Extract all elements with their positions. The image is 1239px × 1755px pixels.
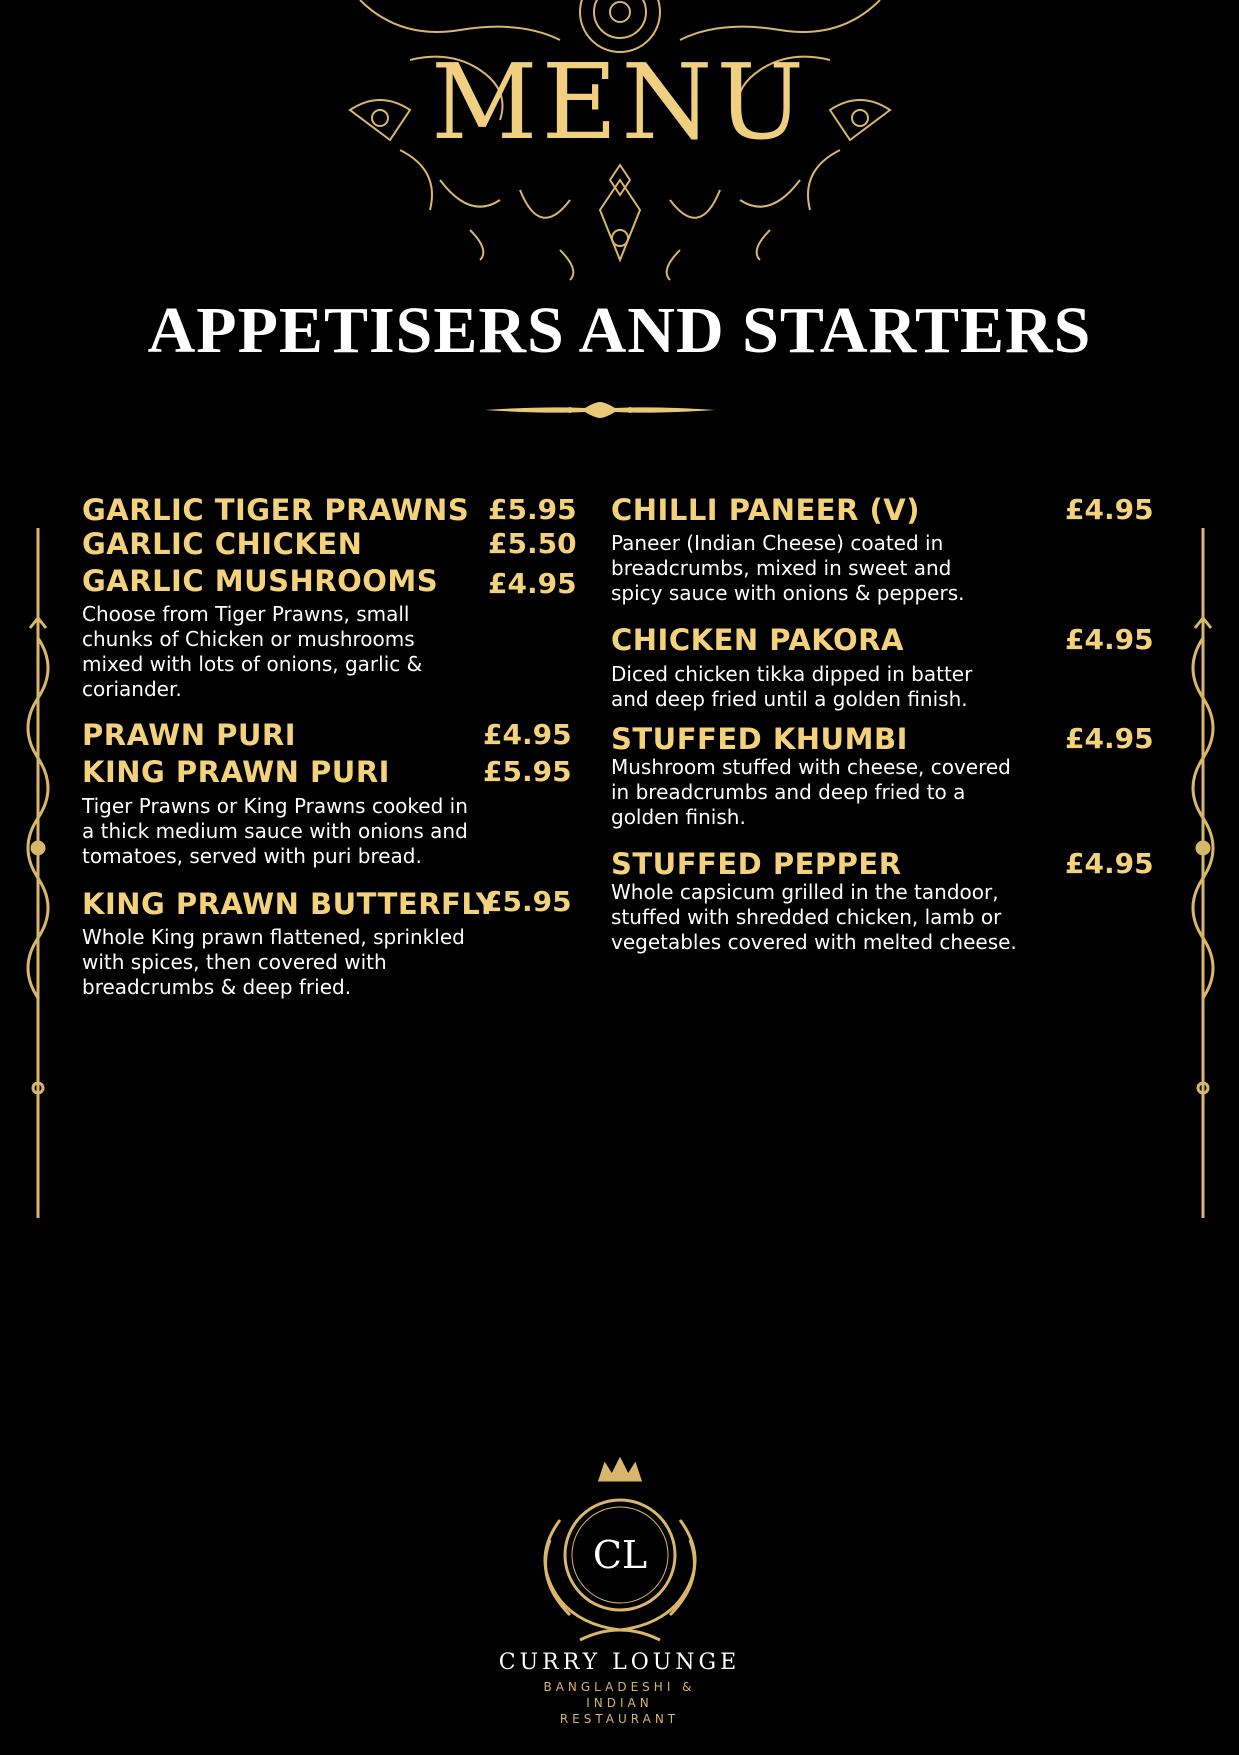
item-description: Whole King prawn flattened, sprinkled with spices, then covered with breadcrumbs & deep fried. [82,925,465,999]
item-price: £4.95 [1065,623,1154,656]
menu-title: MENU [430,41,809,163]
item-name: STUFFED PEPPER [611,847,902,881]
item-name: CHILLI PANEER (V) [611,493,920,527]
logo-monogram: CL [592,1533,648,1577]
item-price: £5.95 [483,885,572,918]
item-description: Diced chicken tikka dipped in batter and deep fried until a golden finish. [611,662,973,711]
item-name: GARLIC MUSHROOMS [82,564,439,598]
item-name: GARLIC CHICKEN [82,527,363,561]
item-price: £5.95 [488,493,577,526]
item-name: CHICKEN PAKORA [611,623,904,657]
item-description: Whole capsicum grilled in the tandoor, stuffed with shredded chicken, lamb or vegetables covered with melted cheese. [611,880,1017,954]
item-price: £4.95 [1065,847,1154,880]
item-price: £4.95 [1065,722,1154,755]
side-scroll-ornament-left [18,528,58,1218]
item-name: KING PRAWN PURI [82,755,390,789]
curry-lounge-crest-logo [520,1450,720,1650]
item-description: Tiger Prawns or King Prawns cooked in a thick medium sauce with onions and tomatoes, served with puri bread. [82,794,468,868]
section-title: APPETISERS AND STARTERS [147,294,1092,367]
item-name: KING PRAWN BUTTERFLY [82,887,498,921]
item-name: PRAWN PURI [82,718,297,752]
item-price: £4.95 [488,567,577,600]
brand-subtitle-line: BANGLADESHI & [543,1680,696,1694]
item-name: GARLIC TIGER PRAWNS [82,493,470,527]
item-price: £4.95 [1065,493,1154,526]
item-name: STUFFED KHUMBI [611,722,908,756]
item-price: £4.95 [483,718,572,751]
item-price: £5.50 [488,527,577,560]
divider-ornament [485,400,715,420]
item-price: £5.95 [483,755,572,788]
item-description: Mushroom stuffed with cheese, covered in breadcrumbs and deep fried to a golden finish. [611,755,1011,829]
item-description: Choose from Tiger Prawns, small chunks of Chicken or mushrooms mixed with lots of onions, garlic & coriander. [82,602,423,701]
item-description: Paneer (Indian Cheese) coated in breadcrumbs, mixed in sweet and spicy sauce with onions & peppers. [611,531,965,605]
brand-name: CURRY LOUNGE [498,1650,741,1675]
brand-subtitle-line: INDIAN [586,1696,653,1710]
side-scroll-ornament-right [1183,528,1223,1218]
brand-subtitle-line: RESTAURANT [559,1712,680,1726]
